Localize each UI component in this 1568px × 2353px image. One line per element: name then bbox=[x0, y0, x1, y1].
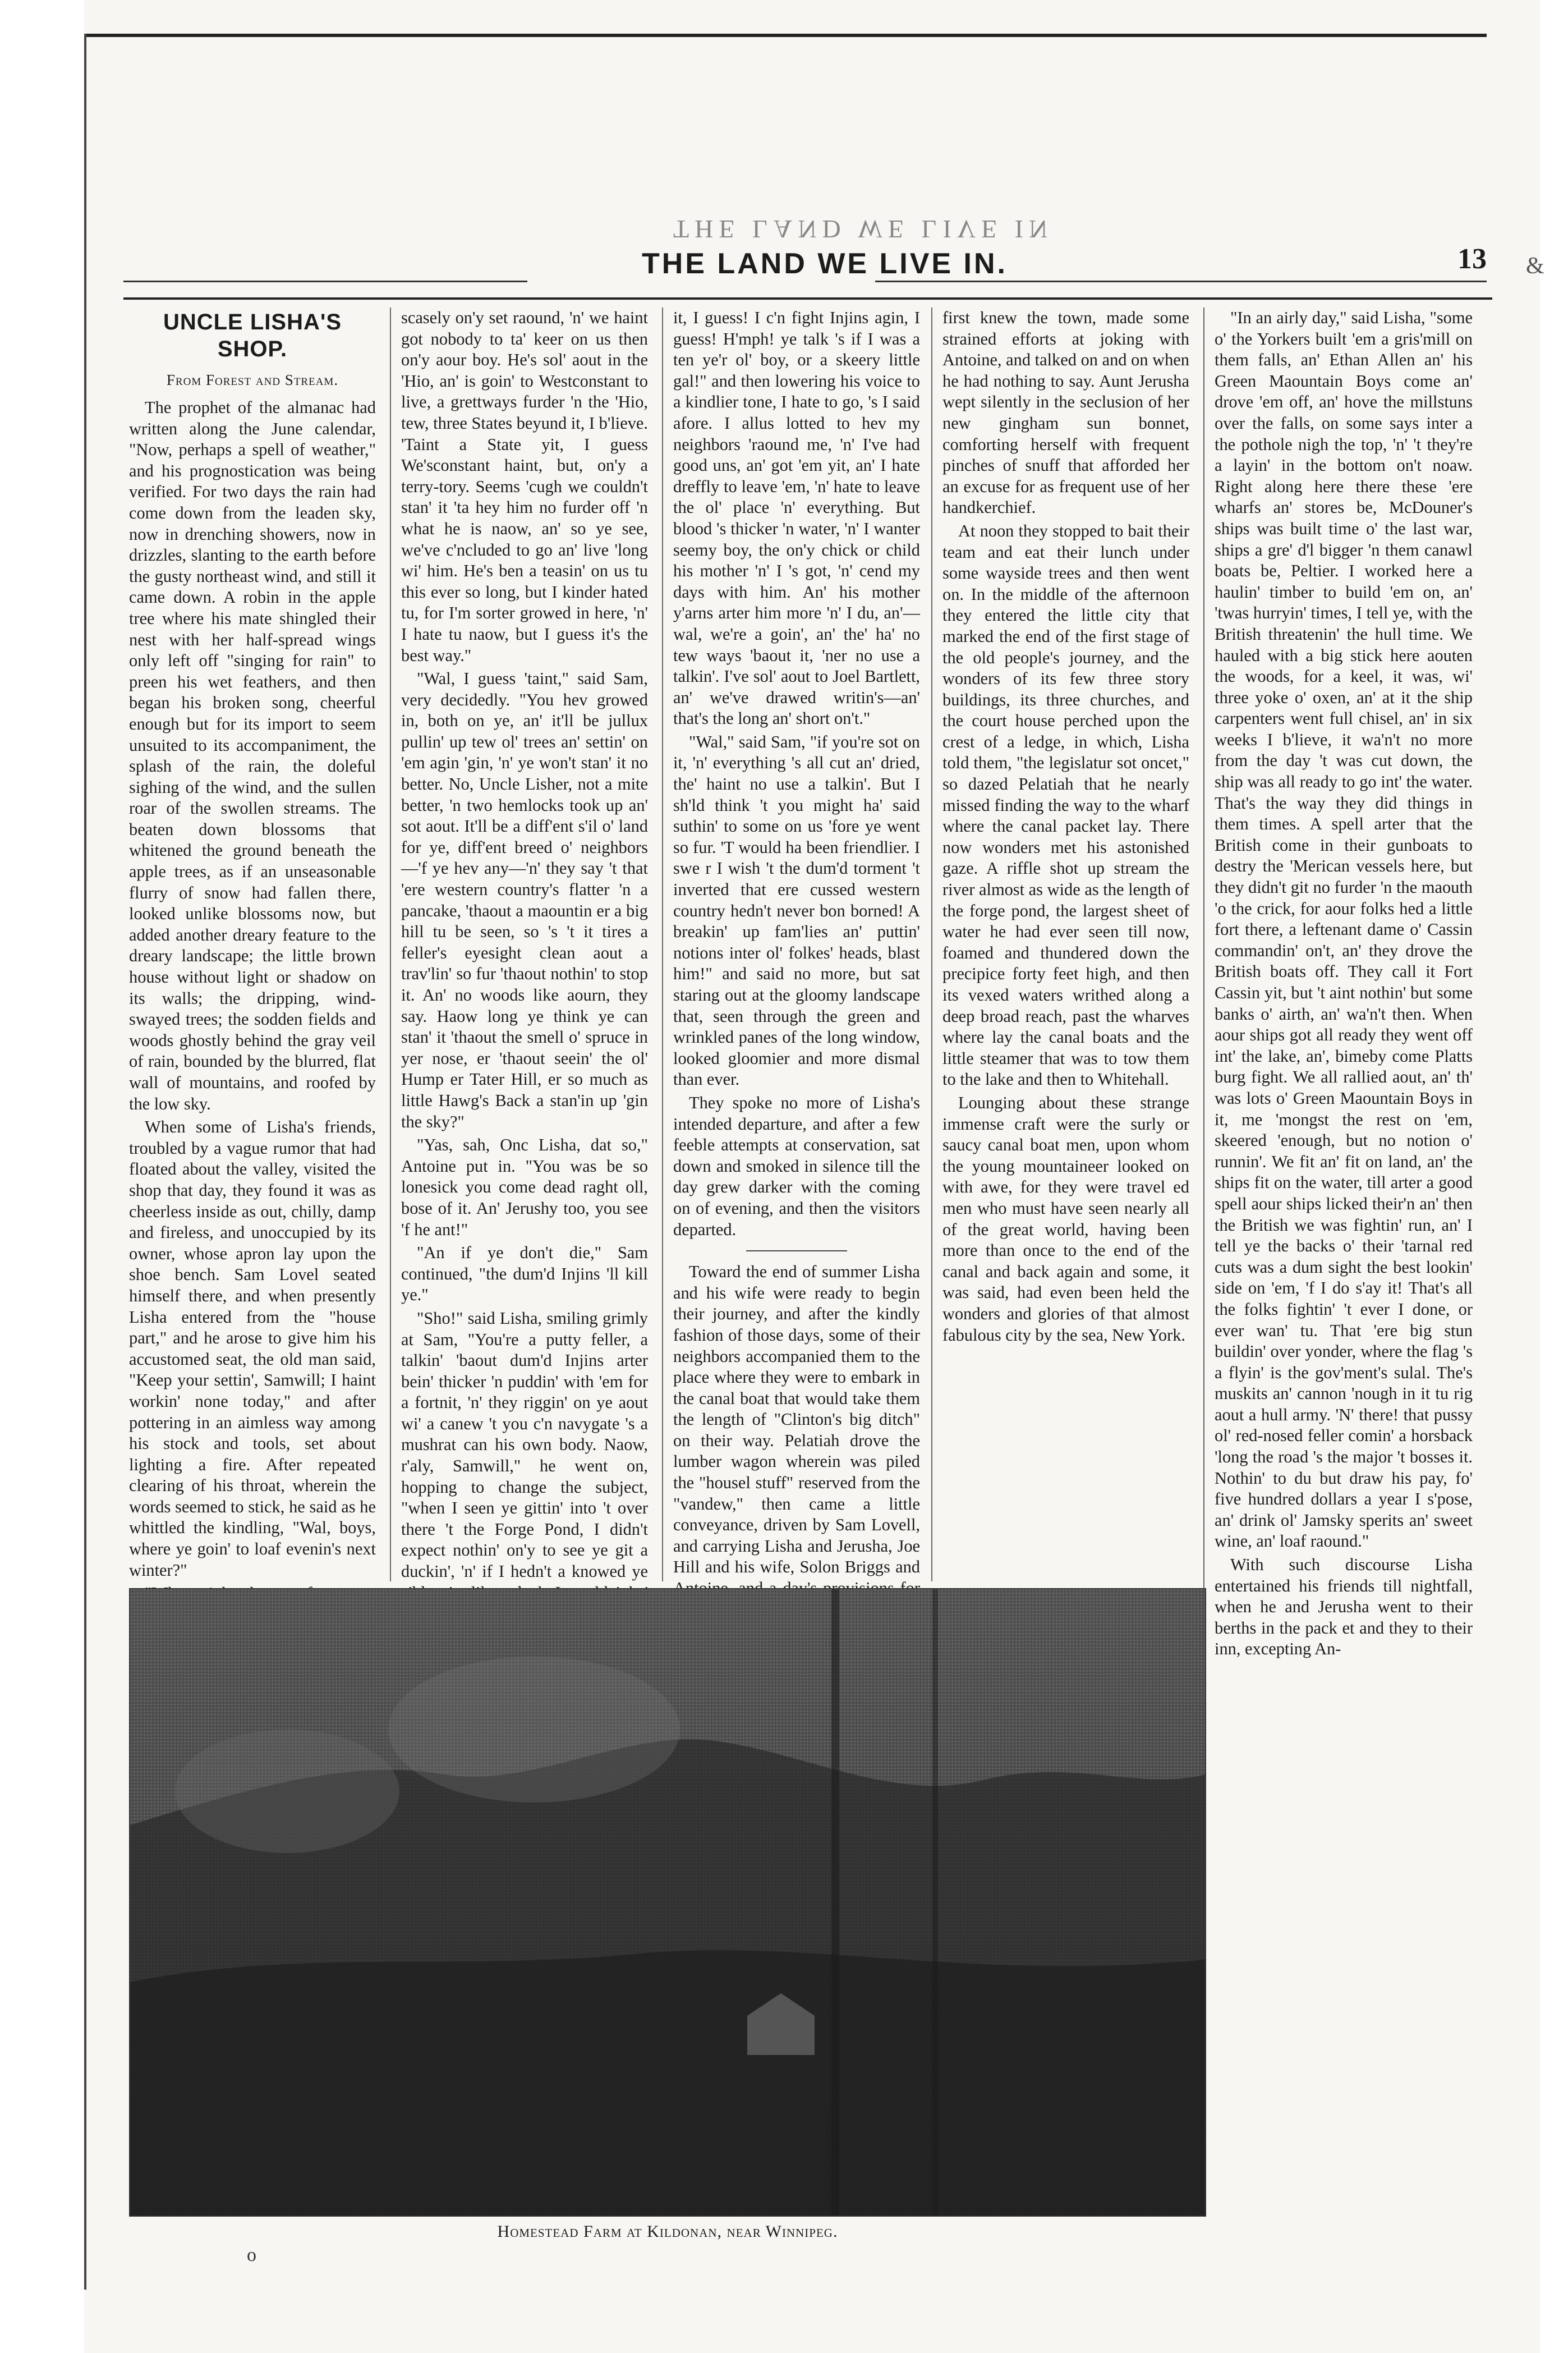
paragraph: scasely on'y set raound, 'n' we haint got nobody to ta' keer on us then on'y aour boy. He's sol' aout in the 'Hio, an' is goin' to Westconstant to live, a grettways furder 'n the 'Hio, tew, three States beyund it, I b'lieve. 'Taint a State yit, I guess We'sconstant haint, but, on'y a terry-tory. Seems 'cugh we couldn't stan' it 'ta hey him no furder off 'n what he is naow, an' so ye see, we've c'ncluded to go an' live 'long wi' him. He's ben a teasin' on us tu this ever so long, but I kinder hated tu, for I'm sorter growed in here, 'n' I hate tu naow, but I guess it's the best way." bbox=[401, 308, 648, 665]
corner-mark: & bbox=[1526, 253, 1544, 279]
section-divider bbox=[746, 1250, 847, 1251]
paragraph: With such discourse Lisha entertained his friends till nightfall, when he and Jerusha went to their berths in the pack et and they to their inn, excepting An- bbox=[1215, 1555, 1473, 1659]
paragraph: They spoke no more of Lisha's intended departure, and after a few feeble attempts at conservation, sat down and smoked in silence till the day grew darker with the coming on of evening, and then the visitors departed. bbox=[673, 1093, 920, 1239]
running-head-rule-left bbox=[123, 281, 527, 282]
paragraph: Lounging about these strange immense craft were the surly or saucy canal boat men, upon whom the young mountaineer looked on with awe, for they were travel ed men who must have seen nearly all of the great world, having been more than once to the end of the canal and back again and some, it was said, had even been held the wonders and glories of that almost fabulous city by the sea, New York. bbox=[942, 1093, 1189, 1345]
paragraph: "Sho!" said Lisha, smiling grimly at Sam, "You're a putty feller, a talkin' 'baout dum'd Injins arter bein' thicker 'n puddin' with 'em for a fortnit, 'n' they riggin' on ye aout wi' a canew 't you c'n navygate 's a mushrat can his own body. Naow, r'aly, Samwill," he went on, hopping to change the subject, "when I seen ye gittin' into 't over there 't the Forge Pond, I didn't expect nothin' on'y to see ye git a duckin', 'n' if I hedn't a knowed ye bbox=[401, 1308, 648, 1581]
paragraph: "An if ye don't die," Sam continued, "the dum'd Injins 'll kill ye." bbox=[401, 1243, 648, 1305]
paragraph: The prophet of the almanac had written along the June calendar, "Now, perhaps a spell of weather," and his prognostication was being verified. For two days the rain had come down from the leaden sky, now in drenching showers, now in drizzles, slanting to the earth before the gusty northeast wind, and still it came down. A robin in the apple tree where his mate shingled their nest with her half-spread wings only left off "singing for rain" to preen his wet feathers, and then began his broken song, cheerful enough but for its import to seem unsuited to its accompaniment, the splash of the rain, the doleful sighing of the wind, and the sullen roar of the swollen streams. The beaten down blossoms that whitened the ground beneath the apple trees, as if an unseasonable flurry of snow had fallen there, looked unlike blossoms now, but added another dreary feature to the dreary landscape; the little brown house without light or shadow on its walls; the dripping, wind-swayed trees; the sodden fields and woods ghostly behind the gray veil of rain, bounded by the blurred, flat wall of mountains, and roofed by the low sky. bbox=[129, 398, 376, 1113]
header-rule bbox=[123, 297, 1492, 300]
column-3 bbox=[673, 308, 920, 1581]
paragraph: it, I guess! I c'n fight Injins agin, I guess! H'mph! ye talk 's if I was a ten ye'r ol' boy, or a skeery little gal!" and then lowering his voice to a kindlier tone, I hate to go, 's I said afore. I allus lotted to hev my neighbors 'raound me, 'n' I've had good uns, an' got 'em yit, an' I hate dreffly to leave 'em, 'n' hate to leave the ol' place 'n' everything. But blood 's thicker 'n water, 'n' I wanter seemy boy, the on'y chick or child his mother 'n' I 's got, 'n' cend my days with him. An' his mother y'arns arter him more 'n' I du, an'—wal, we're a goin', an' the' ha' no tew ways 'baout it, 'ner no use a talkin'. I've sol' aout to Joel Bartlett, an' we've drawed writin's—an' that's the long an' short on't." bbox=[673, 308, 920, 728]
page-number: 13 bbox=[1457, 243, 1487, 275]
paragraph: Toward the end of summer Lisha and his wife were ready to begin their journey, and after the kindly fashion of those days, some of their neighbors accompanied them to the place where they were to embark in the canal boat that would take them the length of "Clinton's big ditch" on their way. Pelatiah drove the lumber wagon wherein was piled the "housel stuff" reserved from the "vandew," then came a little conveyance, driven by Sam Lovell, and carrying Lisha and Jerusha, Joe Hill and his wife, Solon Briggs and bbox=[673, 1262, 920, 1577]
column-5 bbox=[1215, 308, 1473, 2216]
page-left-rule bbox=[84, 34, 86, 2290]
column-2 bbox=[401, 308, 648, 1581]
page-top-rule bbox=[84, 34, 1487, 37]
homestead-farm-photo bbox=[129, 1588, 1206, 2217]
paragraph: "Wal," said Sam, "if you're sot on it, 'n' everything 's all cut an' dried, the' haint no use a talkin'. But I sh'ld think 't you might ha' said suthin' to some on us 'fore ye went so fur. 'T would ha been friendlier. I swe r I wish 't the dum'd torment 't inverted that ere cussed western country hedn't never bon borned! A breakin' up fam'lies an' puttin' notions inter ol' folkes' heads, blast him!" and said no more, but sat staring out at the gloomy landscape that, seen through the green and wrinkled panes of the long window, looked gloomier and more dismal than ever. bbox=[673, 732, 920, 1089]
running-head: THE LAND WE LIVE IN. bbox=[642, 247, 1008, 280]
article-source: From Forest and Stream. bbox=[166, 371, 339, 388]
farm-landscape-image bbox=[130, 1589, 1205, 2216]
paragraph: "Yas, sah, Onc Lisha, dat so," Antoine put in. "You was be so lonesick you come dead raght oll, bose of it. An' Jerushy too, you see 'f he ant!" bbox=[401, 1135, 648, 1239]
column-rule bbox=[662, 308, 663, 1581]
paragraph: "Wal, I guess 'taint," said Sam, very decidedly. "You hev growed in, both on ye, an' it'll be jullux pullin' up tew ol' trees an' settin' on 'em agin 'gin, 'n' ye won't stan' it no better. No, Uncle Lisher, not a mite better, 'n two hemlocks took up an' sot aout. It'll be a diff'ent s'il o' land for ye, diff'ent breed o' neighbors—'f ye hev any—'n' they say 't that 'ere western country's flatter 'n a pancake, 'thaout a maountin er a big hill tu be seen, so 's 't it tires a feller's eyesight clean aout a trav'lin' so fur 'thaout nothin' to stop it. An' no woods like aourn, they say. Haow long ye think ye can stan' it 'thaout the smell o' spruce in yer nose, er 'thaout seein' the ol' Hump er Tater Hill, er so much as little Hawg's Back a stan'in up 'gin the sky?" bbox=[401, 669, 648, 1131]
column-1 bbox=[129, 308, 376, 1581]
running-head-rule-right bbox=[875, 281, 1487, 282]
bleed-through-text: THE LAND WE LIVE IN bbox=[673, 215, 1054, 244]
paragraph: "In an airly day," said Lisha, "some o' the Yorkers built 'em a gris'mill on them falls, an' Ethan Allen an' his Green Maountain Boys come an' drove 'em off, an' hove the millstuns over the falls, on some says inter a the pothole nigh the top, 'n' 't they're a layin' in the bottom on't noaw. Right along here there these 'ere wharfs an' stores be, McDouner's ships was built time o' the last war, ships a gre' d'l bigger 'n them canawl boats be, Peltier. I worked here a haulin' timber to build 'em on, an' 'twas hurryin' times, I tell ye, with the British threatenin' the hull time. We hauled with a big stick here aouten the woods, for a keel, it was, wi' three yoke o' oxen, an' at it the ship carpenters went full chisel, an' in six weeks I b'lieve, it wa'n't no more from the day 't was cut down, the ship was all ready to go int' the water. That's the way they did things in them times. A spell arter that the British come in their gunboats to destry the 'Merican vessels here, but they didn't git no furder 'n the maouth 'o the crick, for aour folks hed a little fort there, a leftenant dame o' Cassin commandin' on't, an' they drove the British boats off. They call it Fort Cassin yit, but 't aint nothin' but some banks o' airth, an' wa'n't then. When aour ships got all ready they went off int' the lake, an', bimeby come Platts burg fight. We all rallied aout, an' th' was lots o' Green Maountain Boys in it, me 'mongst the rest on 'em, skeered 'enough, but no notion o' runnin'. We fit an' fit on land, an' the ships fit on the water, till arter a good spell aour ships licked their'n an' then the British we was fightin' run, an' I tell ye the backs o' their 'tarnal red cuts was a dum sight the best lookin' side on 'em, 'f I do s'ay it! That's all the folks fightin' 't ever I done, or ever wan' tu. That 'ere big stun buildin' over yonder, where the flag 's a flyin' is the gov'ment's sulal. The's muskits an' cannon 'nough in it tu rig aout a hull army. 'N' there! that pussy ol' red-nosed feller comin' a horsback 'long the road 's the major 't bosses it. Nothin' to du but draw his pay, fo' five hundred dollars a year I s'pose, an' drink ol' Jamsky sperits an' sweet wine, an' loaf raound." bbox=[1215, 308, 1473, 1551]
column-4 bbox=[942, 308, 1189, 1581]
column-rule bbox=[390, 308, 391, 1581]
bottom-mark: o bbox=[247, 2245, 256, 2265]
paragraph: At noon they stopped to bait their team and eat their lunch under some wayside trees and then went on. In the middle of the afternoon they entered the little city that marked the end of the first stage of the old people's journey, and the wonders of its few three story buildings, its three churches, and the court house perched upon the crest of a ledge, in which, Lisha told them, "the legislatur sot oncet," so dazed Pelatiah that he nearly missed finding the way to the wharf where the canal packet lay. There now wonders met his astonished gaze. A riffle shot up stream the river almost as wide as the length of the forge pond, the largest sheet of water he had ever seen till now, foamed and thundered down the precipice forty feet high, and then its vexed waters writhed along a deep broad reach, past the wharves where lay the canal boats and the little steamer that was to tow them to the lake and then to Whitehall. bbox=[942, 521, 1189, 1089]
photo-caption: Homestead Farm at Kildonan, near Winnipeg. bbox=[497, 2222, 838, 2241]
article-title: UNCLE LISHA'S SHOP. bbox=[163, 310, 342, 361]
paragraph: When some of Lisha's friends, troubled by a vague rumor that had floated about the valley, visited the shop that day, they found it was as cheerless inside as out, chilly, damp and fireless, and unoccupied by its owner, whose apron lay upon the shoe bench. Sam Lovel seated himself there, and when presently Lisha entered from the "house part," and he arose to give him his accustomed seat, the old man said, "Keep your settin', Samwill; I haint workin' none today," and after pottering in an aimless way among his stock and tools, set about lighting a fire. After repeated clearing of his throat, wherein the words seemed to stick, he said as he whittled the kindling, "Wal, boys, where ye goin' to loaf evenin's next winter?" bbox=[129, 1117, 376, 1580]
paragraph: first knew the town, made some strained efforts at joking with Antoine, and talked on and on when he had nothing to say. Aunt Jerusha wept silently in the seclusion of her new gingham sun bonnet, comforting herself with frequent pinches of snuff that afforded her an excuse for as frequent use of her handkerchief. bbox=[942, 308, 1189, 517]
column-rule bbox=[931, 308, 932, 1581]
